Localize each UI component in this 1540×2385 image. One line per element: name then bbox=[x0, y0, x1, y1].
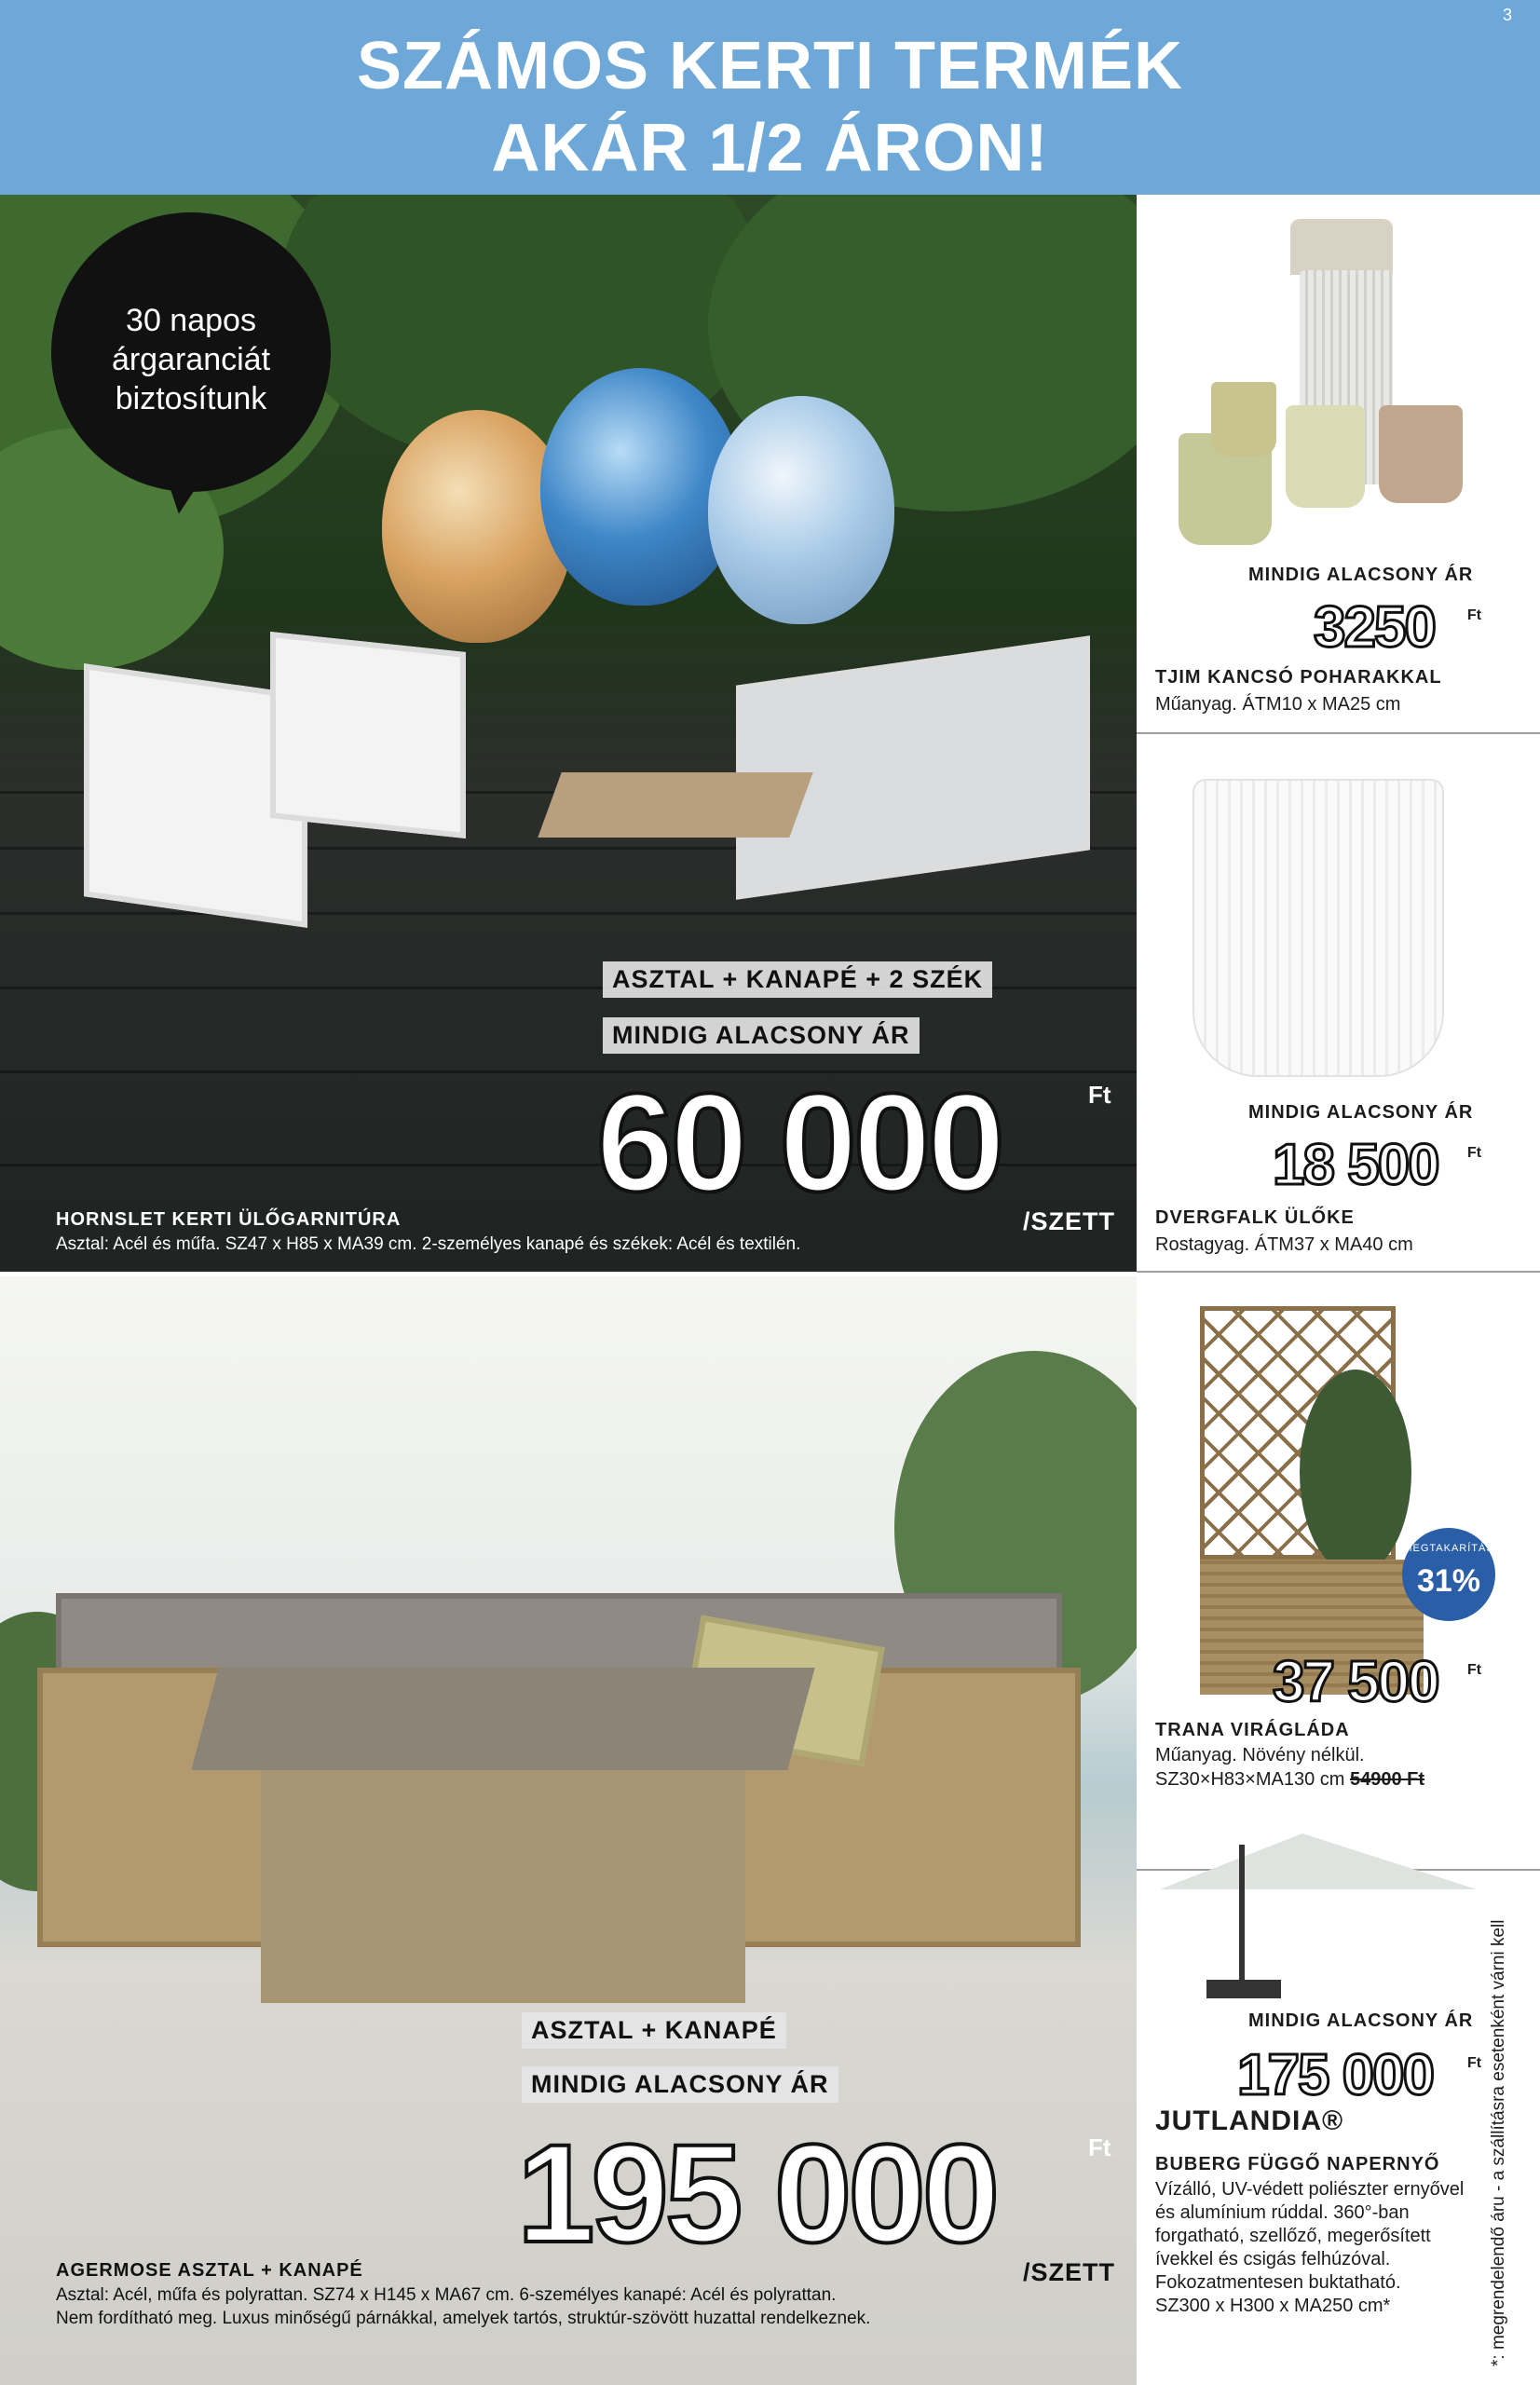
trana-description-line-1: Műanyag. Növény nélkül. bbox=[1155, 1745, 1365, 1765]
tjim-currency: Ft bbox=[1467, 607, 1482, 623]
offer1-price-tag: MINDIG ALACSONY ÁR bbox=[603, 1017, 920, 1054]
buberg-description-line: Vízálló, UV-védett poliészter ernyővel bbox=[1155, 2179, 1465, 2200]
garden-table bbox=[538, 772, 812, 838]
buberg-description-line: forgatható, szellőző, megerősített bbox=[1155, 2226, 1431, 2246]
trana-dimensions: SZ30×H83×MA130 cm bbox=[1155, 1769, 1345, 1790]
garden-table bbox=[191, 1668, 814, 1770]
offer2-currency: Ft bbox=[1088, 2133, 1111, 2161]
offer2-price: 195 000 bbox=[517, 2115, 997, 2271]
offer1-unit: /SZETT bbox=[1023, 1207, 1115, 1235]
badge-value: 31% bbox=[1416, 1563, 1481, 1599]
light-blue-balloon bbox=[708, 396, 894, 624]
dvergfalk-name: DVERGFALK ÜLŐKE bbox=[1155, 1207, 1355, 1228]
dvergfalk-description: Rostagyag. ÁTM37 x MA40 cm bbox=[1155, 1234, 1413, 1255]
bubble-line-3: biztosítunk bbox=[115, 381, 267, 416]
offer1-name: HORNSLET KERTI ÜLŐGARNITÚRA bbox=[56, 1209, 402, 1230]
page-number: 3 bbox=[1502, 6, 1512, 24]
dvergfalk-price-tag: MINDIG ALACSONY ÁR bbox=[1248, 1102, 1474, 1123]
offer2-set-tag: ASZTAL + KANAPÉ bbox=[522, 2012, 786, 2049]
buberg-description-line: Fokozatmentesen buktatható. bbox=[1155, 2272, 1401, 2293]
headline-line-1: SZÁMOS KERTI TERMÉK bbox=[356, 29, 1183, 103]
offer2-description-line-1: Asztal: Acél, műfa és polyrattan. SZ74 x H145 x MA67 cm. 6-személyes kanapé: Acél és polyrattan. bbox=[56, 2285, 837, 2305]
offer2-description-line-2: Nem fordítható meg. Luxus minőségű párnákkal, amelyek tartós, struktúr-szövött huzattal rendelkeznek. bbox=[56, 2309, 871, 2328]
page-header bbox=[0, 0, 1540, 195]
buberg-currency: Ft bbox=[1467, 2055, 1482, 2071]
price-guarantee-bubble bbox=[51, 212, 331, 492]
column-divider bbox=[1137, 1271, 1540, 1273]
table-base bbox=[261, 1770, 745, 2003]
offer2-name: AGERMOSE ASZTAL + KANAPÉ bbox=[56, 2260, 363, 2281]
garden-chair bbox=[270, 632, 466, 838]
trana-currency: Ft bbox=[1467, 1662, 1482, 1678]
headline-line-2: AKÁR 1/2 ÁRON! bbox=[491, 111, 1049, 185]
tjim-price-tag: MINDIG ALACSONY ÁR bbox=[1248, 565, 1474, 585]
order-footnote: *: megrendelendő áru - a szállításra esetenként várni kell bbox=[1489, 1919, 1508, 2366]
tjim-price: 3250 bbox=[1314, 595, 1435, 660]
tjim-name: TJIM KANCSÓ POHARAKKAL bbox=[1155, 667, 1442, 688]
bubble-line-2: árgaranciát bbox=[111, 342, 271, 377]
buberg-description-line: SZ300 x H300 x MA250 cm* bbox=[1155, 2296, 1391, 2316]
savings-badge bbox=[1402, 1528, 1495, 1621]
offer1-set-tag: ASZTAL + KANAPÉ + 2 SZÉK bbox=[603, 961, 992, 998]
offer1-currency: Ft bbox=[1088, 1081, 1111, 1109]
trana-name: TRANA VIRÁGLÁDA bbox=[1155, 1720, 1350, 1740]
garden-sofa bbox=[736, 635, 1090, 899]
offer1-description: Asztal: Acél és műfa. SZ47 x H85 x MA39 cm. 2-személyes kanapé és székek: Acél és textilén. bbox=[56, 1234, 801, 1254]
offer2-price-tag: MINDIG ALACSONY ÁR bbox=[522, 2066, 838, 2103]
trana-description-line-2 bbox=[1155, 1768, 1424, 1792]
offer2-unit: /SZETT bbox=[1023, 2258, 1115, 2286]
buberg-price-tag: MINDIG ALACSONY ÁR bbox=[1248, 2010, 1474, 2031]
buberg-description-line: és alumínium rúddal. 360°-ban bbox=[1155, 2202, 1410, 2223]
tjim-description: Műanyag. ÁTM10 x MA25 cm bbox=[1155, 694, 1401, 715]
jutlandia-brand: JUTLANDIA® bbox=[1155, 2106, 1344, 2136]
bubble-line-1: 30 napos bbox=[126, 303, 256, 338]
buberg-price: 175 000 bbox=[1237, 2043, 1434, 2107]
column-divider bbox=[1137, 732, 1540, 734]
offer1-price: 60 000 bbox=[596, 1064, 1002, 1220]
buberg-name: BUBERG FÜGGŐ NAPERNYŐ bbox=[1155, 2154, 1440, 2174]
trana-price: 37 500 bbox=[1273, 1650, 1438, 1714]
trana-old-price: 54900 Ft bbox=[1350, 1769, 1425, 1790]
dvergfalk-currency: Ft bbox=[1467, 1145, 1482, 1161]
deck-line bbox=[0, 912, 1137, 915]
dvergfalk-price: 18 500 bbox=[1273, 1133, 1438, 1197]
badge-label: MEGTAKARÍTÁS bbox=[1403, 1543, 1494, 1554]
buberg-description-line: ívekkel és csigás felhúzóval. bbox=[1155, 2249, 1391, 2269]
